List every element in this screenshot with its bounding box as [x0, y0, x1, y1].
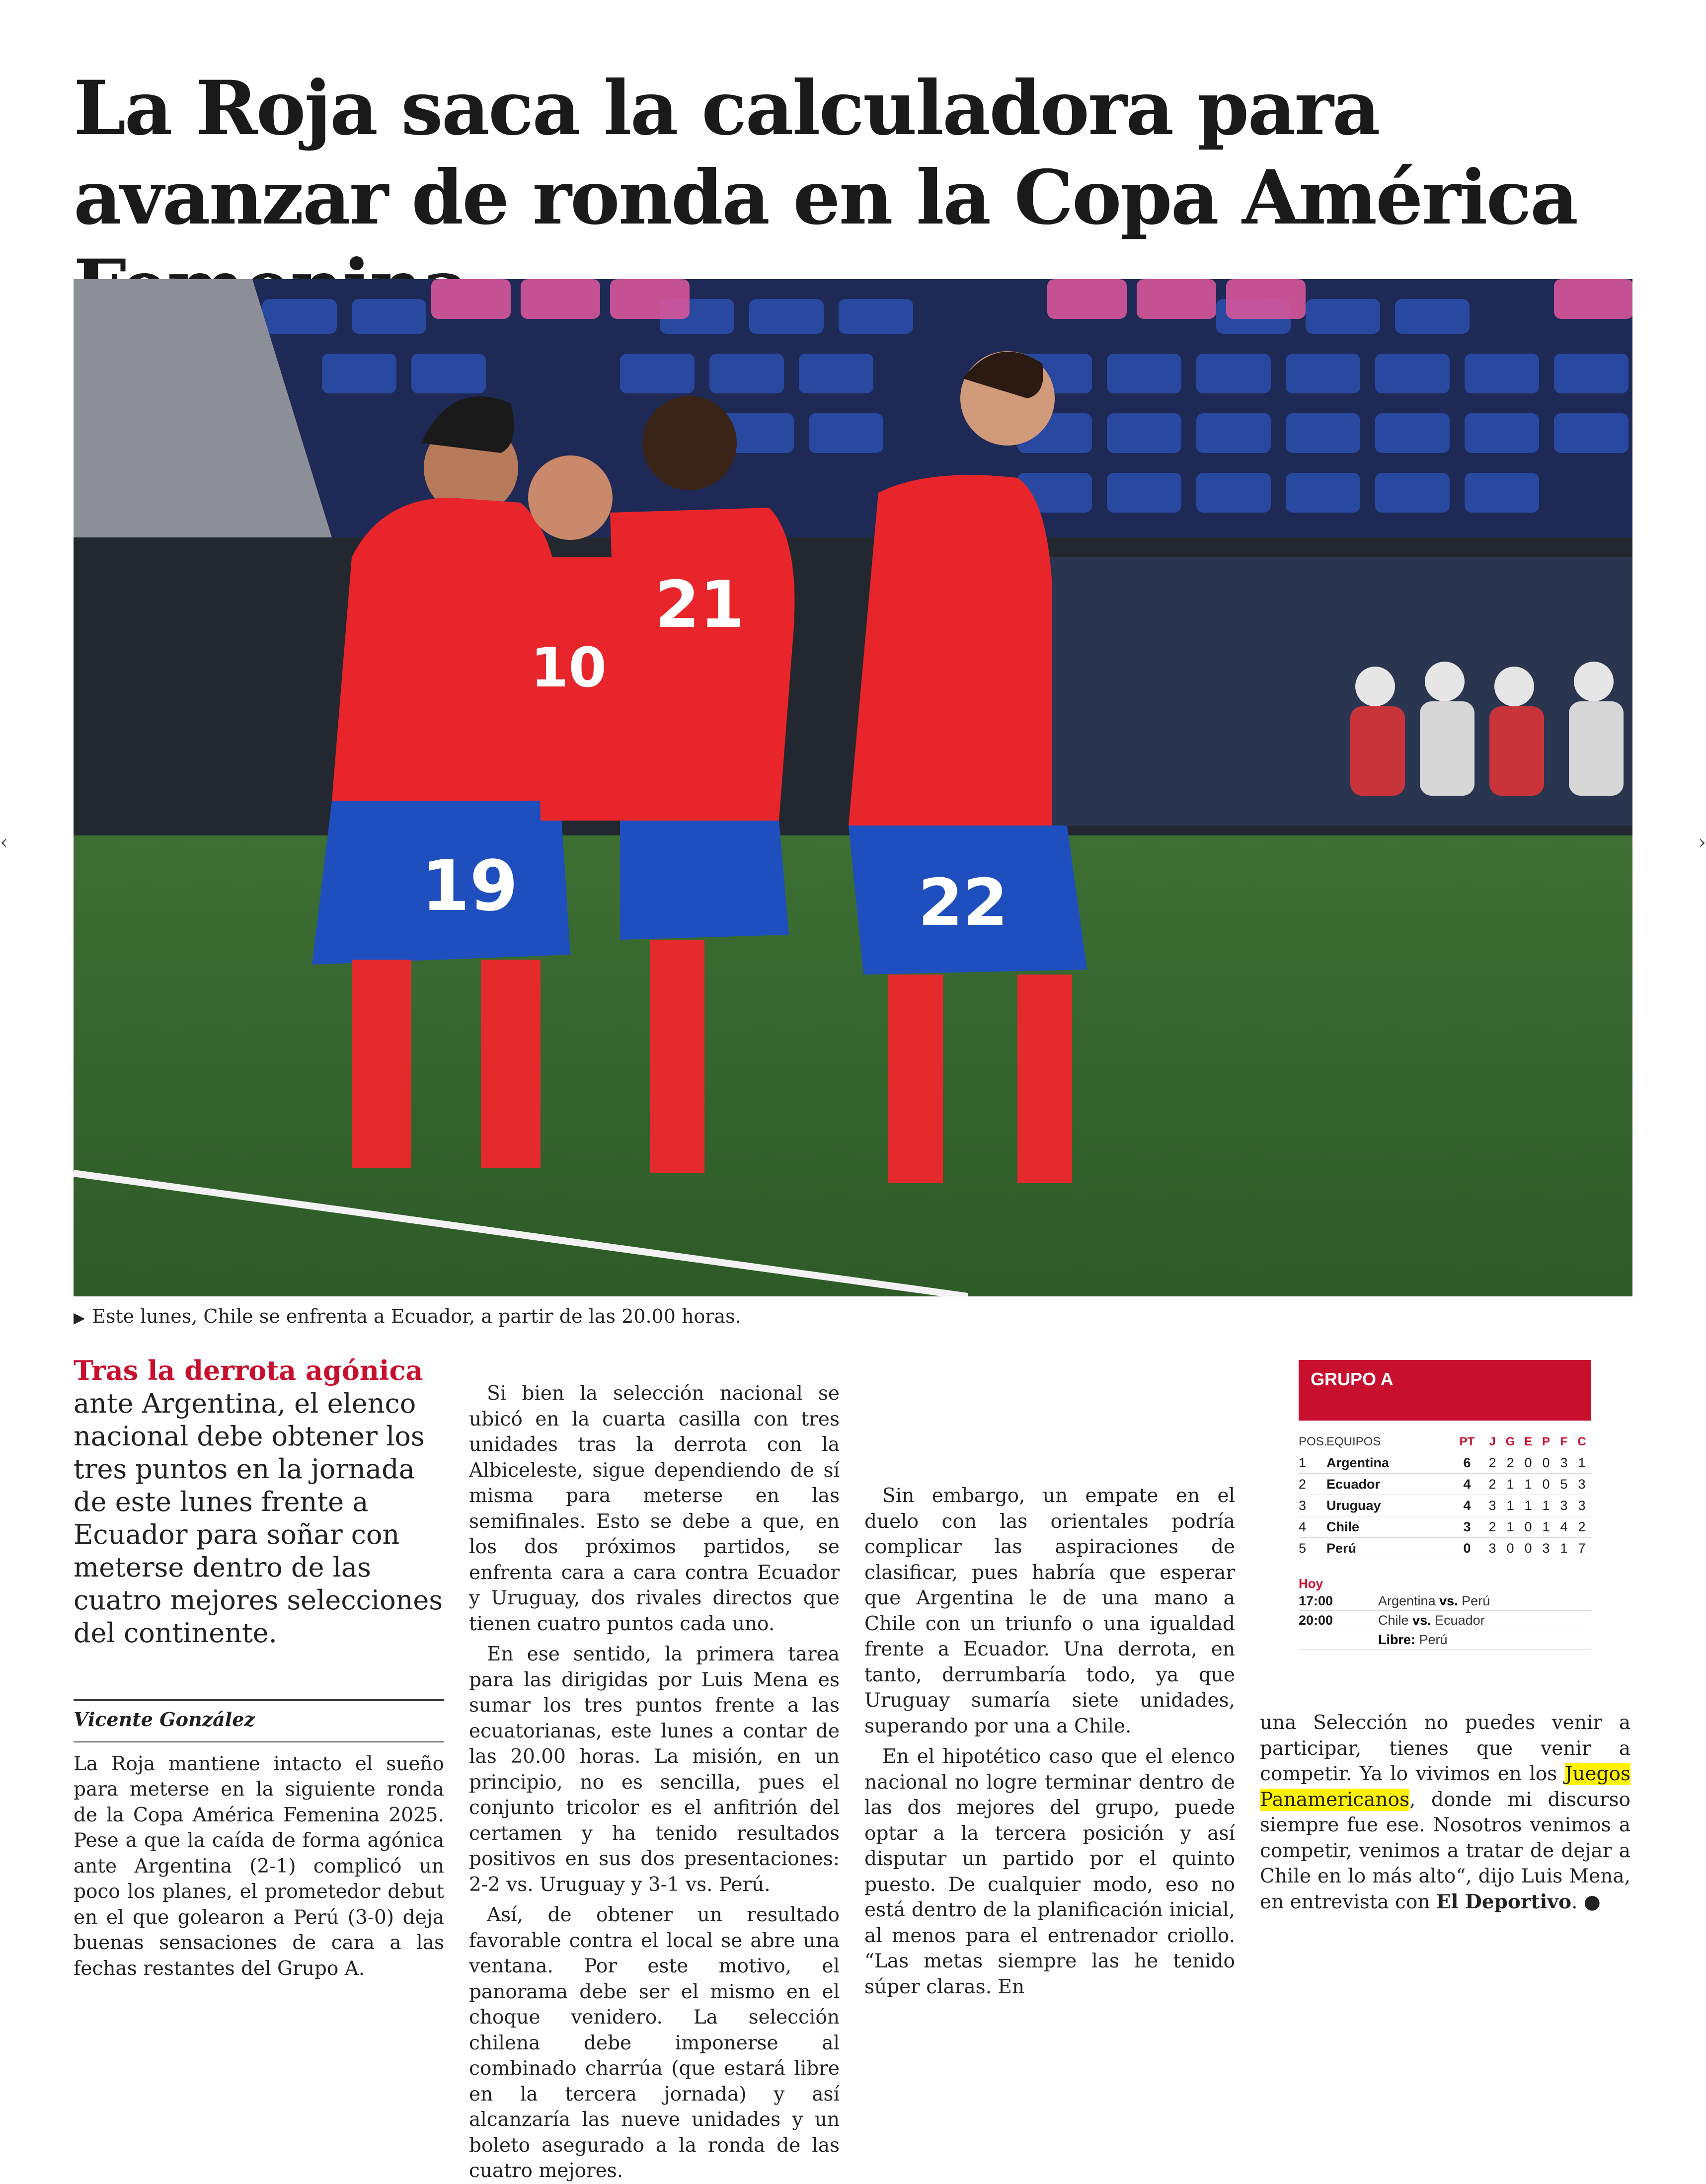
table-row: 4 Chile 3 2 1 0 1 4 2 [1299, 1516, 1591, 1538]
byline: Vicente González [74, 1701, 444, 1742]
standings-table [1299, 1360, 1591, 1650]
table-row: 1 Argentina 6 2 2 0 0 3 1 [1299, 1452, 1591, 1474]
table-row: 5 Perú 0 3 0 0 3 1 7 [1299, 1538, 1591, 1559]
body-paragraph: Sin embargo, un empate en el duelo con las orientales podría complicar las aspiraciones de clasificar, pues habría que esperar que Argentina le de una mano a Chile con un triunfo o una igualdad frente a Ecuador. Una derrota, en tanto, derrumbaría todo, ya que Uruguay sumaría siete unidades, superando por una a Chile. [864, 1485, 1235, 1737]
article-column-4 [1260, 1710, 1630, 1915]
jersey-number: 19 [421, 846, 518, 927]
jersey-number: 10 [531, 636, 607, 699]
table-row: 3 Uruguay 4 3 1 1 1 3 3 [1299, 1495, 1591, 1516]
highlighted-text: Panamericanos [1260, 1788, 1409, 1811]
body-paragraph: una Selección no puedes venir a participar, tienes que venir a competir. Ya lo vivimos en los Juegos Panamericanos, donde mi discurso siempre fue ese. Nosotros venimos a competir, venimos a tratar de dejar a Chile en lo más alto“, dijo Luis Mena, en entrevista con El Deportivo. ● [1260, 1712, 1630, 1913]
body-paragraph: En el hipotético caso que el elenco nacional no logre terminar dentro de las dos mejores del grupo, puede optar a la tercera posición y así disputar un partido por el quinto puesto. De cualquier modo, eso no está dentro de la planificación inicial, al menos para el entrenador criollo. “Las metas siempre las he tenido súper claras. En [864, 1745, 1235, 1998]
article-column-1 [74, 1354, 444, 1981]
fixture-row: 20:00 Chile vs. Ecuador [1299, 1611, 1591, 1630]
jersey-number: 22 [918, 865, 1008, 940]
article-column-3 [864, 1355, 1235, 2000]
headline: La Roja saca la calculadora para avanzar de ronda en la Copa América [74, 65, 1577, 241]
players-celebrating-image [74, 279, 1632, 1296]
body-paragraph: Si bien la selección nacional se ubicó en la cuarta casilla con tres unidades tras la derrota con la Albiceleste, sigue dependiendo de sí misma para meterse en las semifinales. Esto se debe a que, en los dos próximos partidos, se enfrenta cara a cara contra Ecuador y Uruguay, dos rivales directos que tienen cuatro puntos cada uno. [469, 1382, 840, 1635]
article-column-2 [469, 1355, 840, 2184]
photo-caption: ▶ Este lunes, Chile se enfrenta a Ecuador, a partir de las 20.00 horas. [74, 1305, 741, 1327]
body-paragraph: La Roja mantiene intacto el sueño para meterse en la siguiente ronda de la Copa América Femenina 2025. Pese a que la caída de forma agónica ante Argentina (2-1) complicó un poco los planes, el prometedor debut en el que golearon a Perú (3-0) deja buenas sensaciones de cara a las fechas restantes del Grupo A. [74, 1752, 444, 1980]
table-row: 2 Ecuador 4 2 1 1 0 5 3 [1299, 1474, 1591, 1495]
bye-row: Libre: Perú [1299, 1630, 1591, 1650]
standings-title: GRUPO A [1299, 1360, 1591, 1421]
today-label: Hoy [1299, 1576, 1323, 1591]
next-page-arrow-icon[interactable]: › [1698, 831, 1706, 854]
lead-paragraph: Tras la derrota agónica ante Argentina, el elenco nacional debe obtener los tres puntos en la jornada de este lunes frente a Ecuador para soñar con meterse dentro de las cuatro mejores selecciones del continente. [74, 1355, 443, 1649]
article-photo [74, 279, 1632, 1296]
highlighted-text: Juegos [1564, 1763, 1630, 1785]
body-paragraph: En ese sentido, la primera tarea para las dirigidas por Luis Mena es sumar los tres puntos frente a las ecuatorianas, este lunes a contar de las 20.00 horas. La misión, en un principio, no es sencilla, pues el conjunto tricolor es el anfitrión del certamen y ha tenido resultados positivos en sus dos presentaciones: 2-2 vs. Uruguay y 3-1 vs. Perú. [469, 1643, 840, 1896]
standings-header-row: POS. EQUIPOS PT J G E P F C [1299, 1435, 1586, 1448]
fixture-row: 17:00 Argentina vs. Perú [1299, 1591, 1591, 1611]
body-paragraph: Así, de obtener un resultado favorable contra el local se abre una ventana. Por este motivo, el panorama debe ser el mismo en el choque venidero. La selección chilena debe imponerse al combinado charrúa (que estará libre en la tercera jornada) y así alcanzaría las nueve unidades y un boleto asegurado a la ronda de las cuatro mejores. [469, 1904, 840, 2182]
jersey-number: 21 [655, 567, 745, 642]
previous-page-arrow-icon[interactable]: ‹ [0, 831, 8, 854]
caption-arrow-icon: ▶ [74, 1309, 85, 1327]
